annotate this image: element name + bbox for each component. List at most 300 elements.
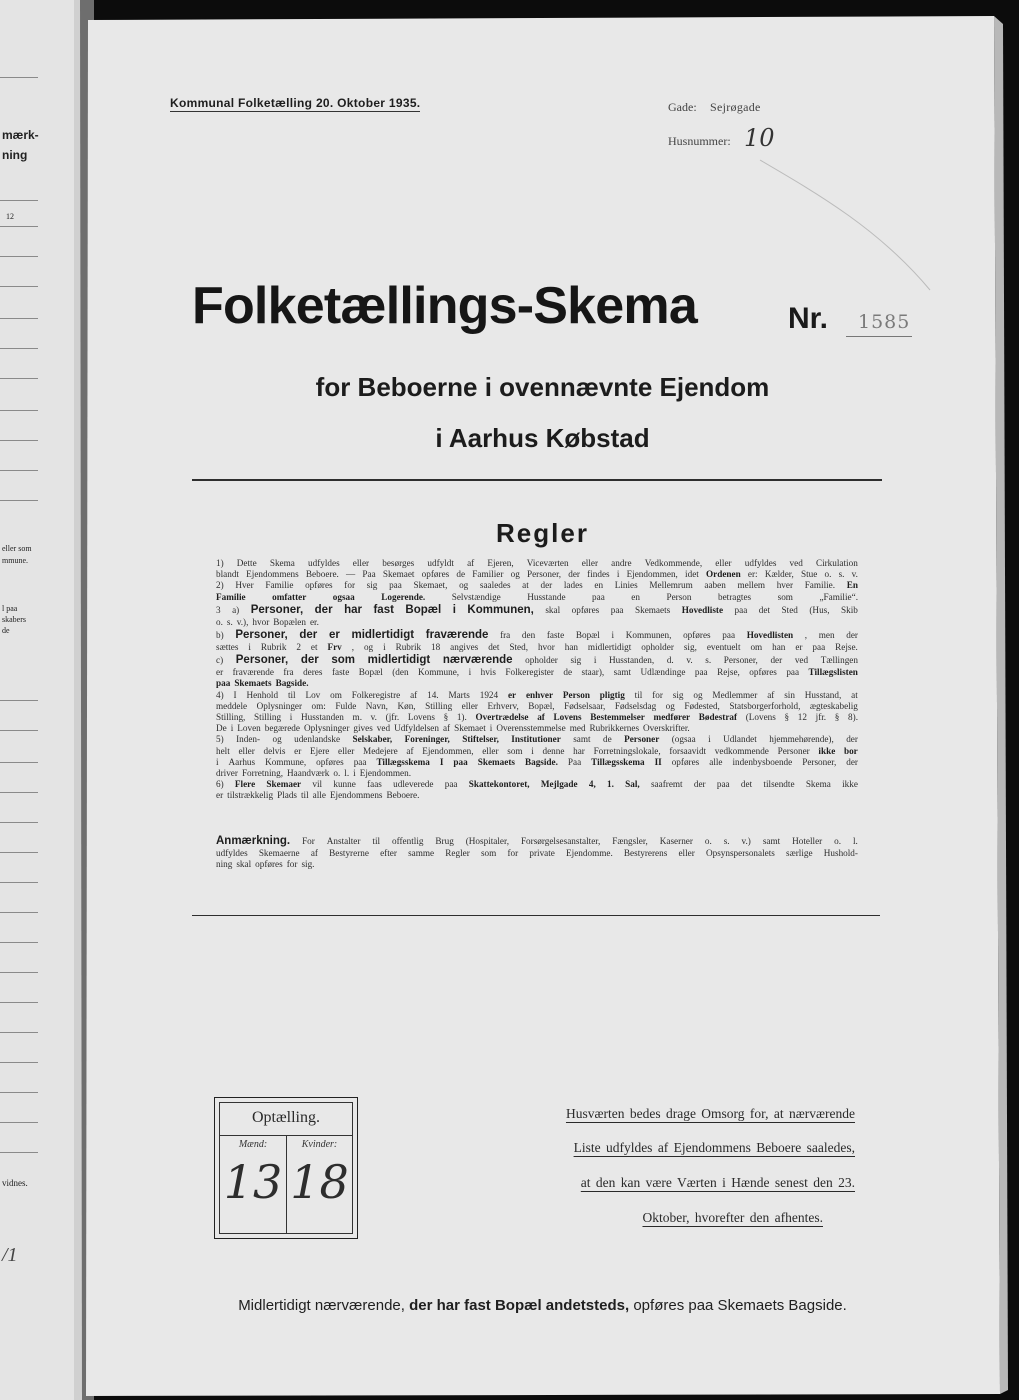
rules-word: er [795, 642, 803, 653]
rules-word: l. [344, 768, 350, 779]
rules-word: er [294, 745, 302, 756]
rules-word: Bestyrerens [623, 847, 668, 858]
rules-word: Paa [362, 569, 376, 580]
rules-word: Bopælen [273, 616, 306, 627]
rules-word: s. [226, 616, 233, 627]
rules-word: paa [389, 580, 402, 591]
rules-word: de [563, 667, 573, 678]
notice-line: Husværten bedes drage Omsorg for, at nærværende [565, 1106, 855, 1121]
rules-word: Rubrik [395, 642, 422, 653]
rules-line [216, 779, 858, 790]
rules-line [216, 569, 858, 580]
rules-word: For [302, 835, 315, 846]
rules-word: Kommune, [265, 756, 307, 767]
rules-word: Udlændinge [640, 667, 686, 678]
left-fragment-text: de [2, 626, 10, 635]
notice-line: at den kan være Værten i Hænde senest den 23. [580, 1175, 855, 1190]
rules-word: og [693, 689, 703, 700]
rules-word: Erhverv, [487, 700, 519, 711]
rules-word: De [216, 723, 227, 734]
rules-word: Tillægsskema [376, 756, 430, 767]
rules-word: at [522, 580, 529, 591]
rules-word: meddele [216, 700, 248, 711]
rules-word: Viceværten [526, 558, 569, 568]
rules-word: opføres [671, 756, 700, 767]
rules-word: i [468, 667, 472, 678]
rules-word: alle [709, 756, 723, 767]
notice-line: Liste udfyldes af Ejendommens Beboere saaledes, [573, 1140, 855, 1155]
rules-word: er [216, 667, 224, 678]
rules-word: o. [834, 835, 842, 846]
rules-heading: Regler [496, 518, 589, 548]
rules-word: Skemaet [382, 569, 415, 580]
rules-word: skal [545, 604, 561, 615]
rules-word: 2 [296, 642, 301, 653]
rules-word: de [603, 734, 612, 745]
rules-word: i [353, 768, 356, 779]
left-rule [0, 286, 38, 287]
divider-bottom [192, 915, 880, 916]
rules-word: paa [610, 604, 624, 615]
rules-word: Udlandet [723, 734, 757, 745]
rules-word: midlertidigt [351, 629, 415, 642]
rules-word: ved [376, 723, 391, 734]
rules-word: opføres [421, 569, 450, 580]
rules-word: fra [283, 667, 294, 678]
rules-word: er [507, 689, 517, 700]
left-page-fragment [0, 0, 80, 1400]
rules-word: der [846, 630, 858, 641]
rules-word: til [372, 835, 381, 846]
rules-word: som [331, 654, 355, 667]
men-count: 13 [223, 1155, 283, 1209]
rules-word: sin [784, 689, 795, 700]
rules-word: vedkommende [714, 745, 769, 756]
rules-word: Skemaer [266, 779, 302, 790]
rules-word: efter [380, 847, 397, 858]
rules-word: (Lovens [745, 712, 776, 723]
rules-word: medfører [653, 712, 691, 723]
rules-word: midlertidigt [587, 642, 632, 653]
rules-word: men [818, 630, 835, 641]
rules-word: II [654, 756, 662, 767]
form-number-label: Nr. [788, 302, 829, 335]
form-title: Folketællings-Skema [192, 277, 697, 335]
rules-word: i [216, 756, 219, 767]
rules-word: der [846, 756, 858, 767]
rules-word: s. [723, 835, 730, 846]
rules-word: Anstalter [326, 835, 361, 846]
rules-word: opholder [641, 642, 674, 653]
rules-word: Bagside. [275, 678, 309, 689]
rules-line [216, 558, 858, 569]
rules-word: I [233, 689, 237, 700]
rules-word: Hovedlisten [746, 630, 794, 641]
rules-word: En [846, 580, 858, 591]
rules-word: i [489, 723, 493, 734]
rules-word: den [521, 630, 536, 641]
rules-word: Logerende. [381, 591, 426, 602]
rules-line [216, 667, 858, 678]
rules-word: paa [444, 779, 458, 790]
rules-word: i [230, 723, 234, 734]
rules-word: samt [613, 667, 632, 678]
rules-word: det [488, 642, 500, 653]
rules-word: paa [216, 678, 231, 689]
rules-word: Ejendommen, [422, 745, 474, 756]
rules-word: Familie. [804, 580, 836, 591]
left-fragment-text: mmune. [2, 556, 28, 565]
rules-word: paa [453, 756, 468, 767]
rules-word: Lov [305, 689, 321, 700]
rules-word: Skemaet [454, 723, 486, 734]
rules-word: Beboere. [386, 790, 420, 801]
rules-word: denne [542, 745, 565, 756]
rules-line [216, 834, 858, 848]
rules-word: Linies [614, 580, 638, 591]
rules-line [216, 746, 858, 757]
census-form-page [90, 20, 995, 1390]
rules-word: § [834, 712, 840, 723]
house-number-value: 10 [744, 124, 775, 152]
rules-word: 1) [216, 558, 224, 568]
rules-word: Foreninger, [404, 734, 450, 745]
rules-word: i [452, 603, 456, 616]
rules-word: Medejere [363, 745, 398, 756]
rules-word: er [216, 790, 224, 801]
rules-word: findes [587, 569, 610, 580]
rules-word: opføres [571, 604, 600, 615]
rules-line [216, 757, 858, 768]
rules-word: v.), [236, 616, 249, 627]
rules-word: sig [366, 580, 378, 591]
rules-word: Medlemmer [712, 689, 758, 700]
rules-word: fast [373, 603, 394, 616]
rules-word: for [344, 580, 356, 591]
rules-word: skal [236, 858, 252, 869]
rules-word: tilsendte [763, 779, 795, 790]
rules-word: Skemaerne [258, 847, 300, 858]
rules-word: andre [611, 558, 632, 568]
rules-word: udleverede [393, 779, 434, 790]
rules-word: ikke [818, 745, 836, 756]
rules-line [216, 690, 858, 701]
rules-word: Flere [234, 779, 256, 790]
rules-word: , [804, 630, 808, 641]
rules-word: pligtig [599, 689, 625, 700]
left-rule [0, 700, 38, 701]
rules-word: Familier [472, 569, 504, 580]
rules-line [216, 790, 858, 801]
left-fragment-text: vidnes. [2, 1178, 28, 1188]
rules-word: Fængsler, [612, 835, 648, 846]
rules-word: til [287, 689, 296, 700]
rules-word: Ejendommens [329, 790, 383, 801]
rules-word: eventuelt [706, 642, 741, 653]
rules-word: paa [786, 667, 800, 678]
rules-word: Henhold [246, 689, 279, 700]
rules-word: deres [303, 667, 323, 678]
rules-word: 4, [588, 779, 596, 790]
rules-word: Skemaets [634, 604, 671, 615]
rules-word: Husstanden, [609, 655, 655, 666]
rules-word: er. [309, 616, 319, 627]
rules-word: det [758, 604, 771, 615]
landlord-notice [510, 1106, 855, 1236]
rules-word: ægteskabelig [809, 700, 858, 711]
rules-word: l. [852, 835, 858, 846]
rules-word: Hoteller [792, 835, 823, 846]
rules-word: af [467, 558, 475, 568]
rules-word: ved [794, 655, 809, 666]
rules-word: staar), [581, 667, 605, 678]
rules-word: Husstanden [301, 712, 344, 723]
rules-word: a) [232, 604, 240, 615]
rules-word: Fulde [335, 700, 357, 711]
rules-word: 5) [216, 734, 224, 745]
rules-word: Overskrifter. [643, 723, 690, 734]
rules-word: der [314, 603, 333, 616]
rules-word: saaledes [479, 580, 511, 591]
rules-word: Familie [265, 580, 294, 591]
rules-word: Brug [435, 835, 454, 846]
rules-word: Oplysninger [256, 700, 303, 711]
rules-word: driver [216, 768, 238, 779]
count-box-title: Optælling. [251, 1109, 320, 1126]
footer-part-1: Midlertidigt nærværende, [238, 1297, 405, 1314]
left-rule [0, 882, 38, 883]
rules-word: hvor [537, 642, 555, 653]
rules-line [216, 580, 858, 591]
rules-word: samme [408, 847, 435, 858]
rules-word: og [510, 569, 520, 580]
rules-word: o. [216, 616, 223, 627]
rules-word: blandt [216, 569, 239, 580]
rules-word: Personer, [723, 655, 758, 666]
rules-word: Bestyrerne [329, 847, 369, 858]
rules-word: 4) [216, 689, 224, 700]
rules-word: Person [562, 689, 590, 700]
rules-word: sig [570, 655, 582, 666]
rules-word: Bopæl [358, 667, 383, 678]
rules-word: Institutioner [511, 734, 561, 745]
left-fragment-text: mærk- [2, 128, 39, 142]
rules-word: Forsørgelsesanstalter, [520, 835, 601, 846]
rules-line [216, 678, 858, 689]
rules-word: idet [685, 569, 699, 580]
rules-word: Plads [277, 790, 297, 801]
rules-line [216, 712, 858, 723]
rules-line [216, 603, 858, 617]
rules-word: paa [694, 667, 708, 678]
rules-word: Dette [236, 558, 257, 568]
left-fragment-text: ning [2, 148, 28, 162]
rules-word: Hver [235, 580, 254, 591]
rules-word: som [480, 847, 497, 858]
rules-word: Inden- [236, 734, 261, 745]
rules-word: faste [331, 667, 350, 678]
rules-word: sig [672, 689, 684, 700]
rules-word: Personer [777, 745, 810, 756]
left-rule [0, 762, 38, 763]
rules-word: 1924 [479, 689, 499, 700]
rules-word: offentlig [392, 835, 424, 846]
rules-word: indenbysboende [732, 756, 793, 767]
rules-word: gives [353, 723, 373, 734]
rules-word: Husstand, [804, 689, 842, 700]
count-box-inner [219, 1102, 353, 1234]
left-rule [0, 500, 38, 501]
left-rule [0, 730, 38, 731]
left-fragment-text: l paa [2, 604, 18, 613]
rules-word: enhver [525, 689, 554, 700]
rules-word: Navn, [365, 700, 388, 711]
rules-word: Tillægsskema [591, 756, 645, 767]
rules-word: helt [216, 745, 230, 756]
rules-word: 1. [607, 779, 614, 790]
left-rule [0, 972, 38, 973]
rules-word: Kommunen, [467, 603, 534, 616]
rules-word: Ejendommens [246, 569, 299, 580]
left-rule [0, 410, 38, 411]
rules-word: 2) [216, 580, 224, 591]
rules-word: Overtrædelse [475, 712, 529, 723]
rules-word: sig. [301, 858, 315, 869]
rules-word: Forretningslokale, [593, 745, 661, 756]
rules-word: ved [789, 558, 803, 568]
rules-word: en [631, 591, 640, 602]
rules-word: for [286, 858, 298, 869]
rules-word: v. [370, 712, 377, 723]
rules-word: , [351, 642, 355, 653]
rules-word: der [568, 569, 580, 580]
rules-word: 1). [456, 712, 467, 723]
rules-word: af [537, 712, 545, 723]
rules-word: paa [812, 642, 826, 653]
rules-word: Skemaet, [413, 580, 448, 591]
rules-word: delvis [263, 745, 286, 756]
rules-word: Sted [781, 604, 798, 615]
rules-word: „Familie“. [819, 591, 858, 602]
rules-word: der [693, 779, 706, 790]
rules-word: der [540, 580, 553, 591]
left-handwriting: /1 [2, 1244, 18, 1266]
rules-word: o. [824, 569, 832, 580]
rules-word: Fødselsaar, [564, 700, 606, 711]
rules-word: Person [666, 591, 692, 602]
rules-word: opføres [683, 630, 711, 641]
rules-word: i [289, 712, 293, 723]
rules-word: Personer, [802, 756, 837, 767]
rules-word: Anmærkning. [216, 834, 291, 847]
rules-word: saafremt [650, 779, 683, 790]
rules-word: Ejendomme. [566, 847, 613, 858]
left-fragment-text: eller som [2, 544, 32, 553]
rules-word: Stue [800, 569, 818, 580]
rules-word: Lovens [553, 712, 582, 723]
left-rule [0, 822, 38, 823]
rules-word: Hushold- [823, 847, 858, 858]
rules-word: Bestemmelser [590, 712, 645, 723]
rules-word: hvis [480, 667, 496, 678]
left-rule [0, 1002, 38, 1003]
rules-word: Beboere. [305, 569, 339, 580]
divider-top [192, 479, 882, 481]
rules-word: Ejendommen. [359, 768, 411, 779]
rules-word: kunne [333, 779, 356, 790]
rules-word: Loven [237, 723, 261, 734]
rules-line [216, 768, 858, 779]
rules-word: eller [338, 745, 355, 756]
left-rule [0, 256, 38, 257]
rules-word: med [569, 723, 586, 734]
notice-line: Oktober, hvorefter den afhentes. [642, 1210, 823, 1225]
rules-word: Skattekontoret, [468, 779, 530, 790]
form-subtitle: for Beboerne i ovennævnte Ejendom [315, 372, 770, 402]
rules-word: Statsborgerforhold, [729, 700, 801, 711]
women-label: Kvinder: [301, 1139, 338, 1150]
rules-word: begærede [264, 723, 300, 734]
rules-word: o. [333, 768, 341, 779]
rules-word: (ogsaa [671, 734, 696, 745]
rules-word: i [248, 642, 251, 653]
rules-word: Skib [841, 604, 858, 615]
rules-word: Opsynspersonalets [705, 847, 775, 858]
left-rule [0, 77, 38, 78]
rules-word: Familie [216, 591, 246, 602]
rules-word: s. [838, 569, 845, 580]
count-box [214, 1097, 358, 1239]
rules-word: af [406, 745, 414, 756]
rules-line [216, 723, 858, 734]
rules-word: af [442, 723, 451, 734]
rules-word: at [851, 689, 858, 700]
street-label: Gade: [668, 100, 697, 114]
remark-paragraph [216, 834, 858, 870]
rules-word: om [750, 642, 763, 653]
rules-word: I [439, 756, 444, 767]
rules-word: opholder [525, 655, 558, 666]
rules-word: alle [312, 790, 326, 801]
rules-word: Fødested, [684, 700, 720, 711]
rules-word: Lovens [407, 712, 435, 723]
rules-word: Bagside. [524, 756, 558, 767]
rules-word: Aarhus [228, 756, 256, 767]
rules-word: Ordenen [706, 569, 741, 580]
street-value: Sejrøgade [710, 100, 761, 114]
rules-word: Personer, [250, 603, 304, 616]
rules-line [216, 592, 858, 603]
rules-word: i [708, 734, 711, 745]
form-number-line [846, 336, 912, 337]
form-location: i Aarhus Købstad [435, 423, 650, 453]
rules-word: det [740, 779, 753, 790]
rules-word: paa [722, 630, 736, 641]
rules-word: Ejendommen, [626, 569, 678, 580]
census-header: Kommunal Folketælling 20. Oktober 1935. [170, 96, 421, 110]
footer-part-3: opføres paa Skemaets Bagside. [633, 1297, 847, 1314]
rules-word: Bopæl, [528, 700, 555, 711]
rules-word: Fødselsdag [614, 700, 657, 711]
rules-word: de [456, 569, 466, 580]
left-rule [0, 1092, 38, 1093]
rules-word: v.) [741, 835, 751, 846]
rules-word: Bødestraf [698, 712, 738, 723]
rules-word: til [634, 689, 643, 700]
rules-word: omfatter [272, 591, 307, 602]
rules-word: paa [353, 756, 367, 767]
rules-word: har [573, 745, 585, 756]
